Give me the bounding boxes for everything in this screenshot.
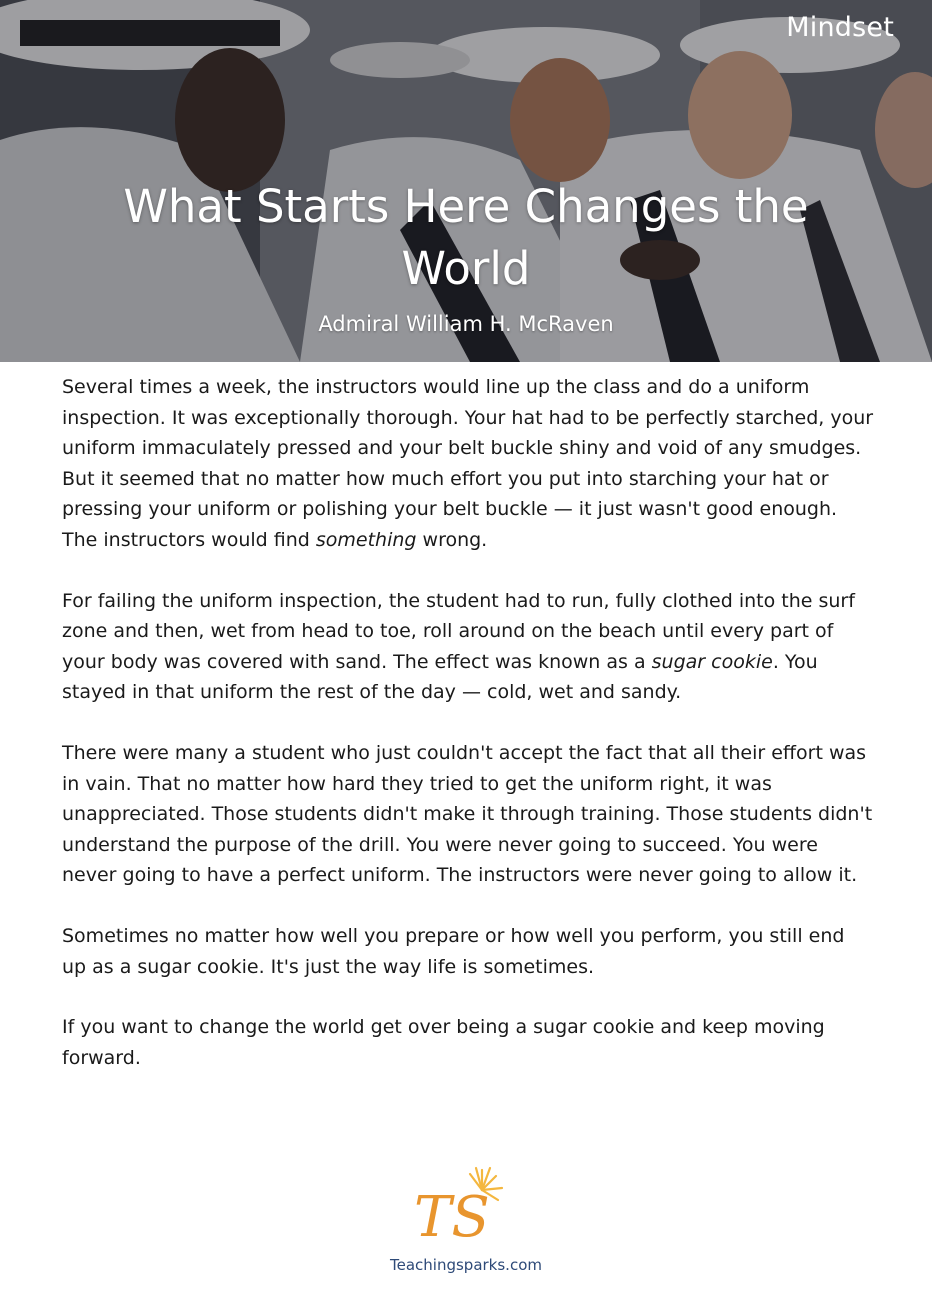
page-title: What Starts Here Changes the World xyxy=(123,180,809,295)
logo-monogram: TS xyxy=(414,1185,490,1250)
teachingsparks-logo xyxy=(410,1166,510,1250)
header-banner xyxy=(0,0,932,362)
category-label: Mindset xyxy=(786,12,894,43)
paragraph-3: There were many a student who just couldn't accept the fact that all their effort was in vain. That no matter how hard they tried to get the uniform right, it was unappreciated. Those students didn't make it through training. Those students didn't understand the purpose of the drill. You were never going to succeed. You were never going to have a perfect uniform. The instructors were never going to allow it. xyxy=(62,741,873,887)
paragraph-2 xyxy=(62,586,874,708)
paragraph-2-text-b: . You stayed in that uniform the rest of the day — cold, wet and sandy. xyxy=(62,650,818,704)
paragraph-1-emphasis: something xyxy=(315,528,417,551)
paragraph-2-emphasis: sugar cookie xyxy=(651,650,773,673)
paragraph-4: Sometimes no matter how well you prepare or how well you perform, you still end up as a sugar cookie. It's just the way life is sometimes. xyxy=(62,924,845,978)
article-body xyxy=(62,372,874,1103)
paragraph-5: If you want to change the world get over being a sugar cookie and keep moving forward. xyxy=(62,1016,825,1069)
paragraph-1 xyxy=(62,372,874,556)
author-name: Admiral William H. McRaven xyxy=(318,312,614,336)
paragraph-1-text-b: wrong. xyxy=(416,528,488,551)
paragraph-1-text-a: Several times a week, the instructors would line up the class and do a uniform inspection. It was exceptionally thorough. Your hat had to be perfectly starched, your uniform immaculately pressed and your belt buckle shiny and void of any smudges. But it seemed that no matter how much effort you put into starching your hat or pressing your uniform or polishing your belt buckle — it just wasn't good enough. The instructors would find xyxy=(62,376,874,551)
website-link[interactable]: Teachingsparks.com xyxy=(390,1256,542,1274)
paragraph-2-text-a: For failing the uniform inspection, the student had to run, fully clothed into the surf zone and then, wet from head to toe, roll around on the beach until every part of your body was covered with sand. The effect was known as a xyxy=(62,589,855,673)
